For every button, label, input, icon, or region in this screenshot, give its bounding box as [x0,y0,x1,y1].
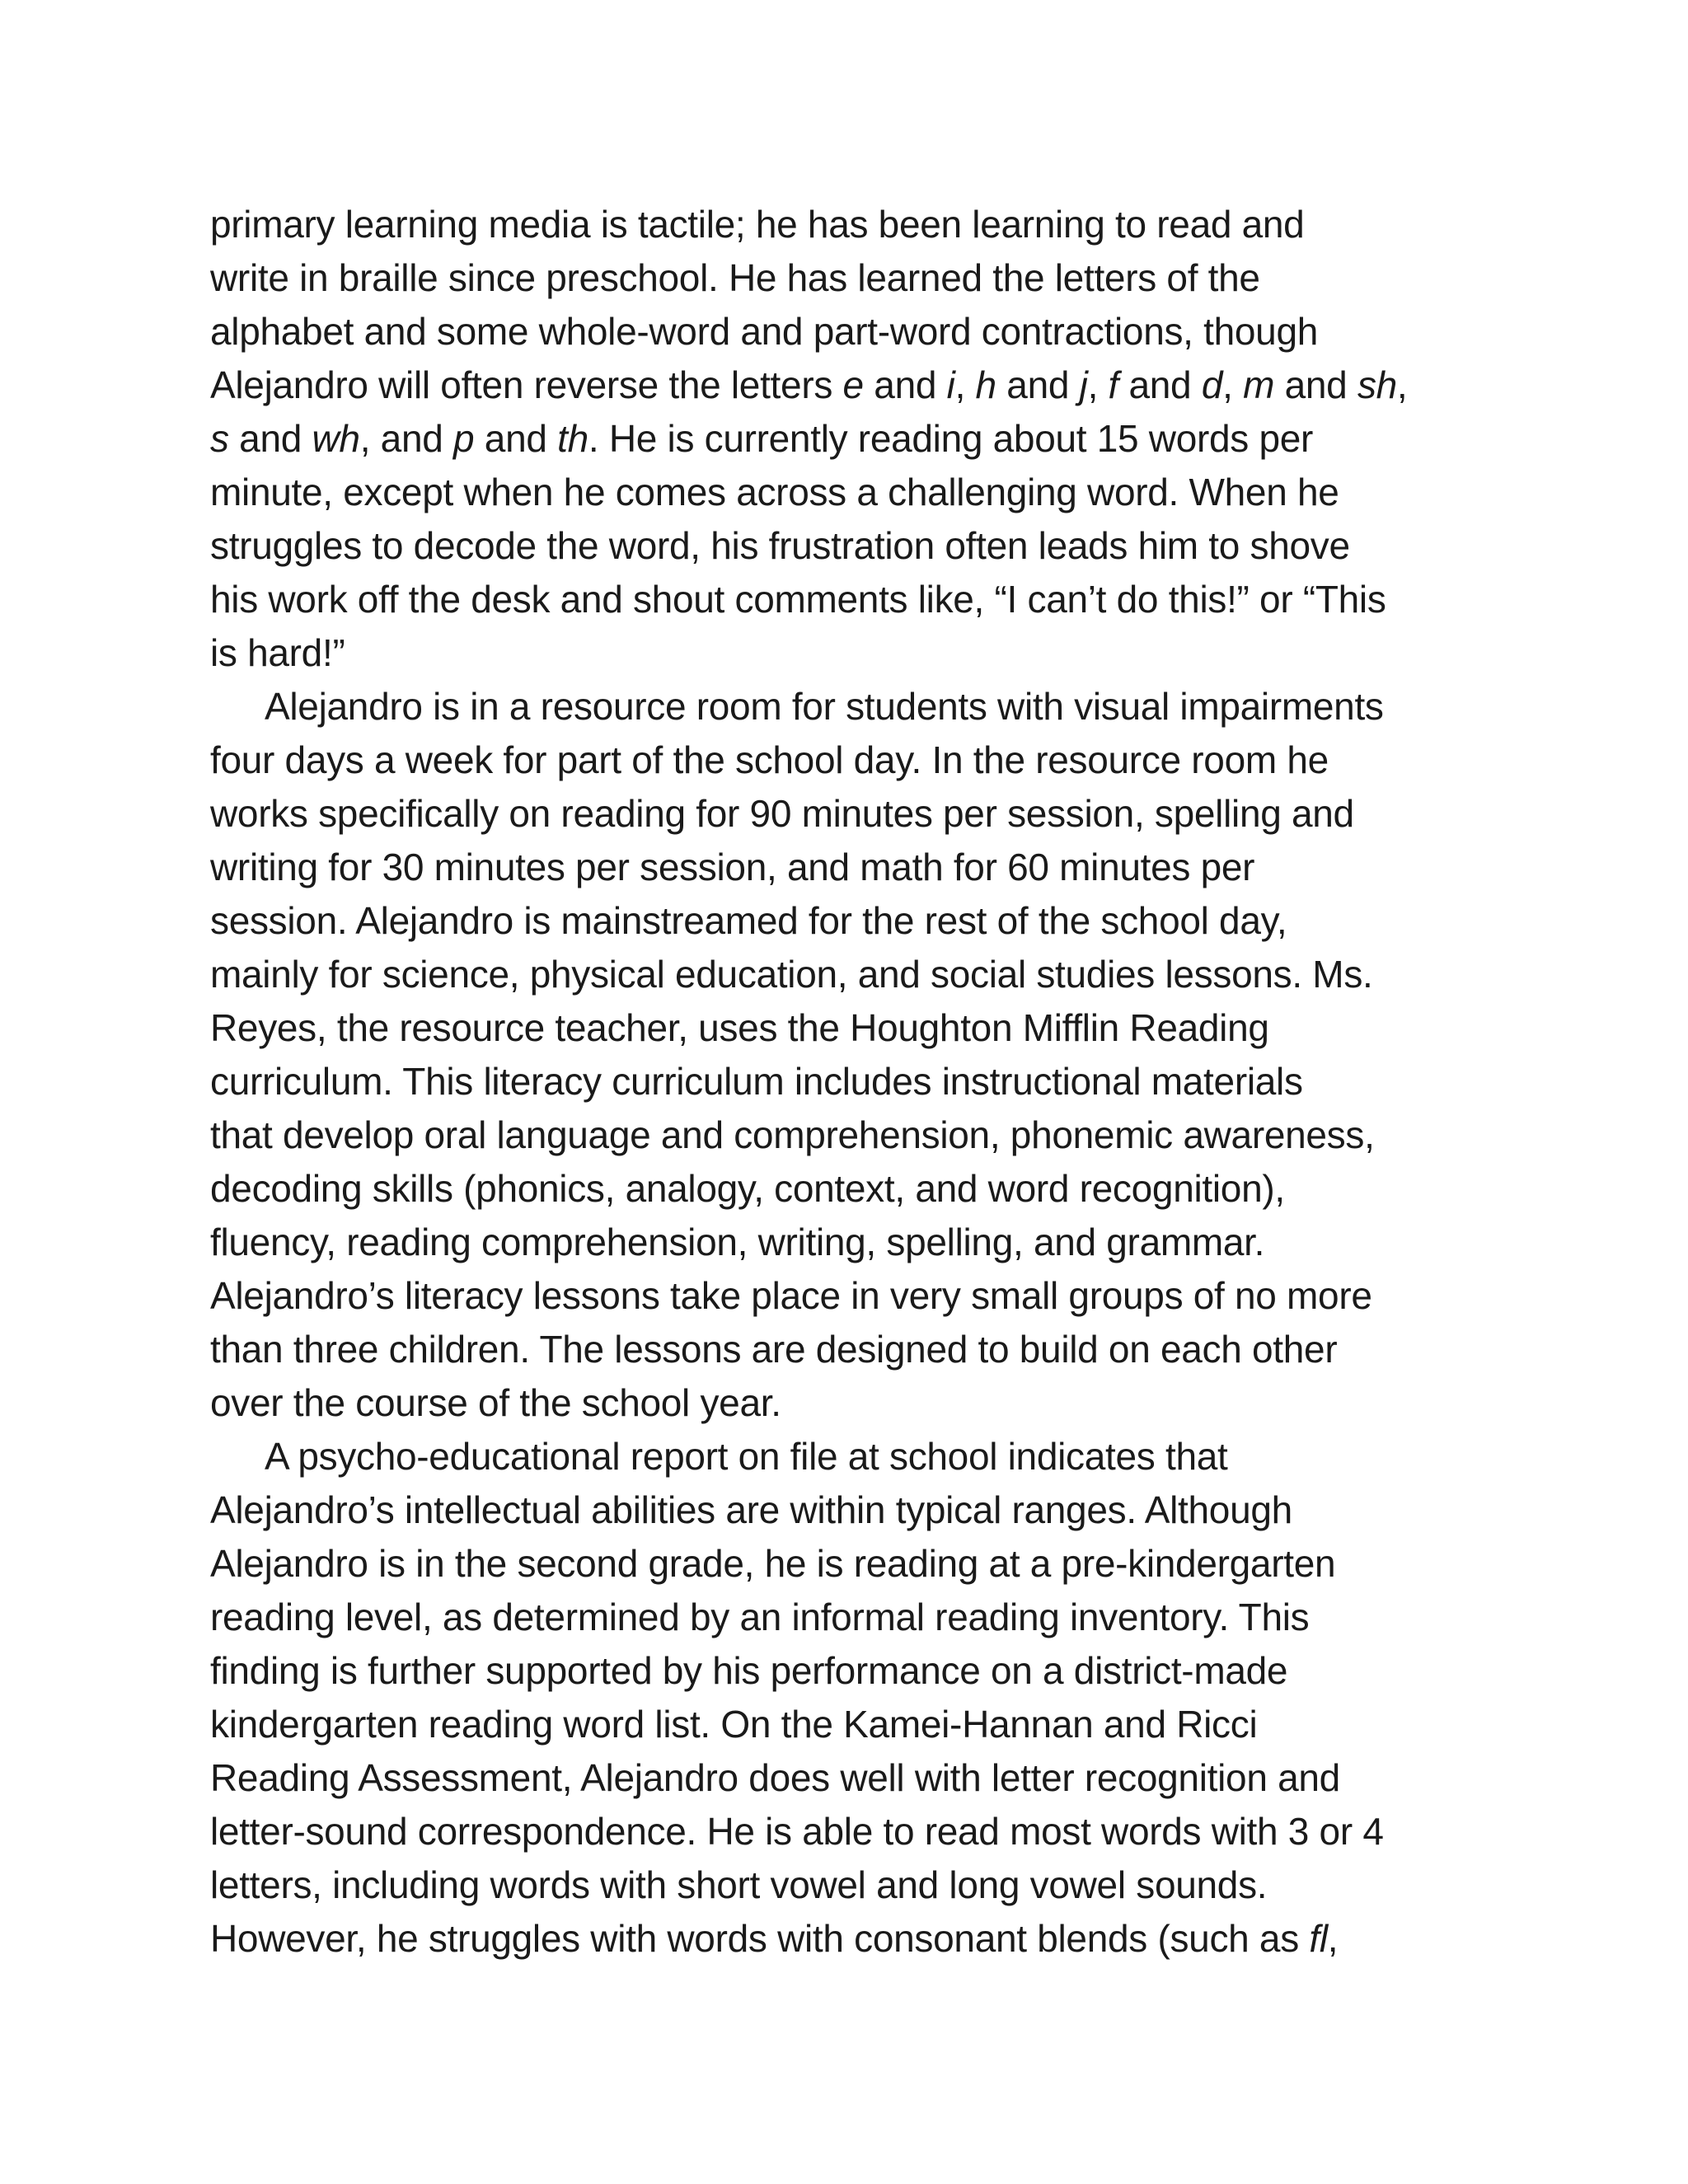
text-segment: Reyes, the resource teacher, uses the Houghton Mifflin Reading [210,1006,1269,1049]
text-line [210,948,1496,1001]
italic-text: sh [1357,363,1397,406]
text-line [210,626,1496,680]
text-segment: is hard!” [210,631,345,674]
text-line [210,894,1496,948]
text-segment: and [1118,363,1202,406]
italic-text: th [557,417,588,460]
text-line [210,1698,1496,1751]
italic-text: e [842,363,864,406]
text-line [210,466,1496,519]
text-segment: over the course of the school year. [210,1381,781,1424]
italic-text: m [1243,363,1275,406]
italic-text: p [453,417,475,460]
text-line [210,733,1496,787]
text-segment: kindergarten reading word list. On the Kamei-Hannan and Ricci [210,1703,1258,1746]
text-segment: letter-sound correspondence. He is able to read most words with 3 or 4 [210,1810,1384,1853]
text-line [210,1537,1496,1591]
text-line [210,573,1496,626]
text-line [210,680,1496,733]
paragraph-1 [210,198,1496,680]
paragraph-2 [210,680,1496,1430]
text-line [210,841,1496,894]
text-segment: , [1222,363,1244,406]
text-segment: letters, including words with short vowel and long vowel sounds. [210,1863,1268,1906]
italic-text: i [946,363,955,406]
text-line [210,1591,1496,1644]
text-segment: finding is further supported by his performance on a district-made [210,1649,1288,1692]
text-segment: , [1396,363,1408,406]
text-segment: , [954,363,976,406]
text-segment: alphabet and some whole-word and part-word contractions, though [210,310,1319,353]
text-segment: However, he struggles with words with consonant blends (such as [210,1917,1310,1960]
text-segment: struggles to decode the word, his frustration often leads him to shove [210,524,1350,567]
text-segment: , [1087,363,1109,406]
text-line [210,1858,1496,1912]
text-line [210,1751,1496,1805]
text-line [210,305,1496,359]
text-segment: primary learning media is tactile; he has been learning to read and [210,203,1305,246]
text-line [210,1805,1496,1858]
text-segment: that develop oral language and comprehension, phonemic awareness, [210,1113,1375,1156]
text-segment: writing for 30 minutes per session, and math for 60 minutes per [210,846,1255,888]
text-line [210,359,1496,412]
text-line [210,1323,1496,1376]
text-segment: Alejandro is in the second grade, he is reading at a pre-kindergarten [210,1542,1336,1585]
text-segment: his work off the desk and shout comments like, “I can’t do this!” or “This [210,578,1386,621]
text-line [210,1269,1496,1323]
text-line [210,787,1496,841]
italic-text: h [975,363,996,406]
text-line [210,1001,1496,1055]
text-segment: Alejandro will often reverse the letters [210,363,843,406]
text-segment: and [1274,363,1357,406]
text-segment: curriculum. This literacy curriculum includes instructional materials [210,1060,1303,1103]
italic-text: f [1108,363,1119,406]
text-segment: Alejandro is in a resource room for students with visual impairments [265,685,1384,728]
text-line [210,1483,1496,1537]
text-segment: and [863,363,947,406]
text-segment: fluency, reading comprehension, writing, spelling, and grammar. [210,1221,1265,1263]
text-segment: minute, except when he comes across a challenging word. When he [210,471,1339,513]
text-line [210,1216,1496,1269]
text-segment: . He is currently reading about 15 words per [588,417,1314,460]
text-segment: and [996,363,1080,406]
italic-text: wh [312,417,360,460]
text-segment: Alejandro’s intellectual abilities are within typical ranges. Although [210,1488,1292,1531]
text-line [210,1162,1496,1216]
paragraph-3 [210,1430,1496,1966]
text-line [210,1376,1496,1430]
text-line [210,251,1496,305]
text-segment: Reading Assessment, Alejandro does well with letter recognition and [210,1756,1340,1799]
italic-text: j [1079,363,1088,406]
italic-text: fl [1309,1917,1328,1960]
text-segment: write in braille since preschool. He has learned the letters of the [210,256,1260,299]
text-line [210,1912,1496,1966]
text-line [210,1108,1496,1162]
text-line [210,1055,1496,1108]
text-segment: reading level, as determined by an informal reading inventory. This [210,1596,1310,1638]
body-text [210,198,1496,1966]
text-line [210,198,1496,251]
text-segment: and [228,417,312,460]
text-segment: session. Alejandro is mainstreamed for the rest of the school day, [210,899,1287,942]
text-segment: and [474,417,558,460]
text-segment: decoding skills (phonics, analogy, context, and word recognition), [210,1167,1285,1210]
text-segment: A psycho-educational report on file at school indicates that [265,1435,1228,1478]
text-line [210,1644,1496,1698]
text-segment: mainly for science, physical education, and social studies lessons. Ms. [210,953,1373,996]
text-line [210,412,1496,466]
text-line [210,519,1496,573]
text-segment: , [1327,1917,1339,1960]
text-segment: four days a week for part of the school day. In the resource room he [210,738,1329,781]
text-line [210,1430,1496,1483]
text-segment: Alejandro’s literacy lessons take place in very small groups of no more [210,1274,1372,1317]
text-segment: , and [359,417,454,460]
italic-text: s [210,417,229,460]
italic-text: d [1201,363,1223,406]
text-segment: works specifically on reading for 90 minutes per session, spelling and [210,792,1354,835]
text-segment: than three children. The lessons are designed to build on each other [210,1328,1338,1371]
